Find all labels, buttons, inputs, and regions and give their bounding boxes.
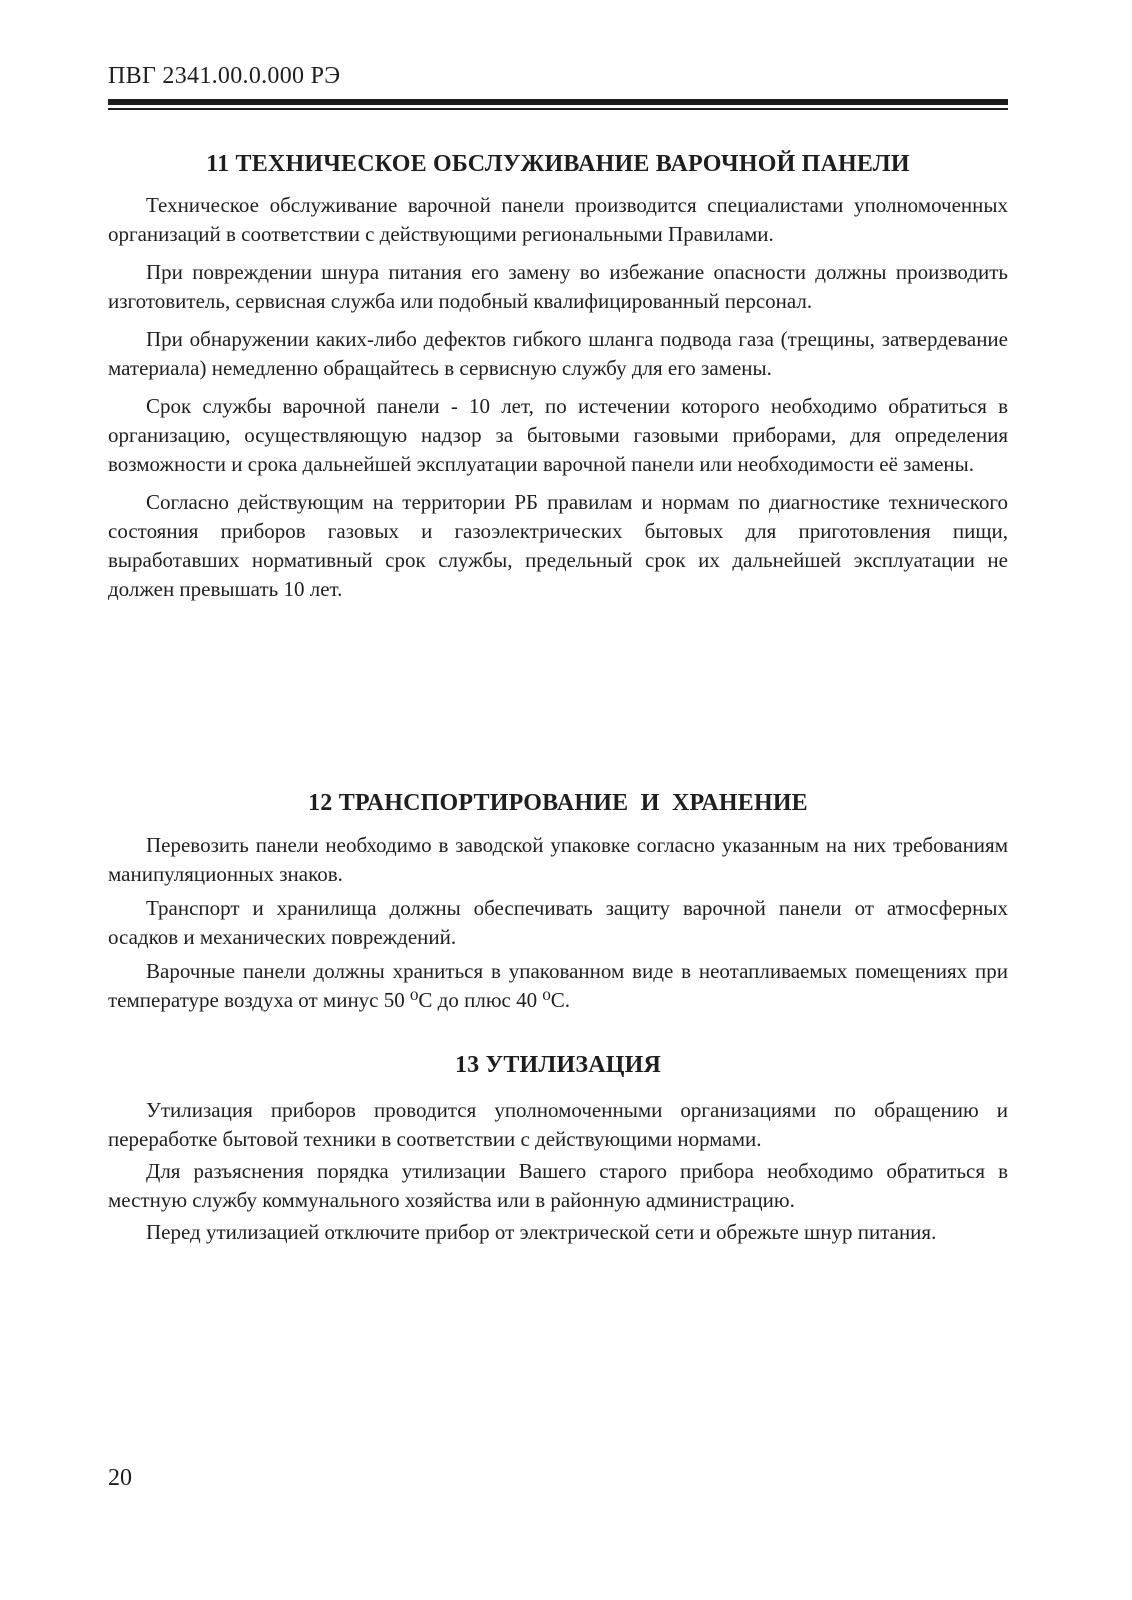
paragraph: Утилизация приборов проводится уполномоченными организациями по обращению и переработке бытовой техники в соответствии с действующими нормами. bbox=[108, 1098, 1008, 1151]
paragraph: Перед утилизацией отключите прибор от электрической сети и обрежьте шнур питания. bbox=[146, 1220, 937, 1244]
paragraph: Перевозить панели необходимо в заводской упаковке согласно указанным на них требованиям манипуляционных знаков. bbox=[108, 833, 1008, 886]
paragraph: Транспорт и хранилища должны обеспечивать защиту варочной панели от атмосферных осадков и механических повреждений. bbox=[108, 896, 1008, 949]
section-maintenance bbox=[108, 151, 1008, 613]
header-rule-thick bbox=[108, 99, 1008, 105]
section-title: 13 УТИЛИЗАЦИЯ bbox=[454, 1052, 662, 1078]
paragraph: При обнаружении каких-либо дефектов гибкого шланга подвода газа (трещины, затвердевание материала) немедленно обращайтесь в сервисную службу для его замены. bbox=[108, 327, 1008, 380]
paragraph: Для разъяснения порядка утилизации Вашего старого прибора необходимо обратиться в местную службу коммунального хозяйства или в районную администрацию. bbox=[108, 1159, 1008, 1212]
section-title: 11 ТЕХНИЧЕСКОЕ ОБСЛУЖИВАНИЕ ВАРОЧНОЙ ПАНЕЛИ bbox=[206, 151, 910, 177]
header-rule-thin bbox=[108, 108, 1008, 110]
paragraph: Техническое обслуживание варочной панели производится специалистами уполномоченных организаций в соответствии с действующими региональными Правилами. bbox=[108, 193, 1008, 246]
paragraph: При повреждении шнура питания его замену во избежание опасности должны производить изготовитель, сервисная служба или подобный квалифицированный персонал. bbox=[108, 260, 1008, 313]
section-title: 12 ТРАНСПОРТИРОВАНИЕ И ХРАНЕНИЕ bbox=[308, 790, 808, 816]
paragraph: Согласно действующим на территории РБ правилам и нормам по диагностике технического состояния приборов газовых и газоэлектрических бытовых для приготовления пищи, выработавших нормативный срок службы, предельный срок их дальнейшей эксплуатации не должен превышать 10 лет. bbox=[108, 490, 1008, 601]
page-number: 20 bbox=[108, 1465, 132, 1491]
paragraph: Срок службы варочной панели - 10 лет, по истечении которого необходимо обратиться в организацию, осуществляющую надзор за бытовыми газовыми приборами, для определения возможности и срока дальнейшей эксплуатации варочной панели или необходимости её замены. bbox=[108, 394, 1008, 476]
section-transport-storage bbox=[108, 790, 1008, 1020]
document-code: ПВГ 2341.00.0.000 РЭ bbox=[108, 63, 341, 89]
paragraph: Варочные панели должны храниться в упакованном виде в неотапливаемых помещениях при температуре воздуха от минус 50 ⁰С до плюс 40 ⁰С. bbox=[108, 959, 1008, 1012]
section-disposal bbox=[108, 1052, 1008, 1250]
